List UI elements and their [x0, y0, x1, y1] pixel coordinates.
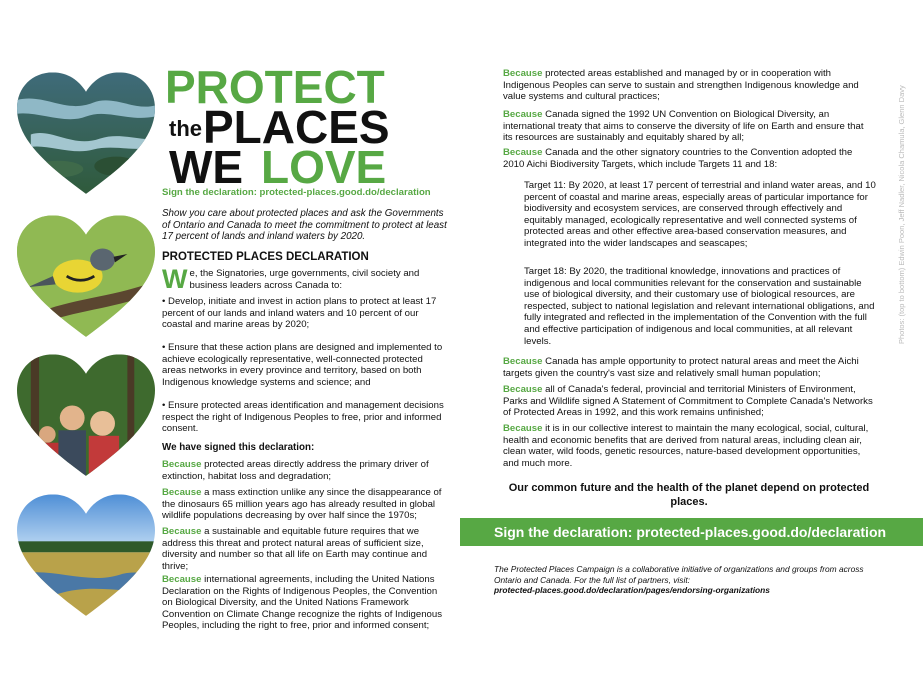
- because-keyword: Because: [503, 423, 543, 434]
- title-protect: PROTECT: [165, 61, 385, 113]
- sign-declaration-link[interactable]: Sign the declaration: protected-places.good.do/declaration: [162, 187, 431, 198]
- target-18-text: Target 18: By 2020, the traditional knowledge, innovations and practices of indigenous and local communities relevant for the conservation and sustainable use of biological diversity, and their customary use of biological resources, are respected, subject to national legislation and relevant international obligations, and fully integrated and reflected in the implementation of the Convention with the full and effective participation of indigenous and local communities, at all relevant levels.: [524, 266, 875, 347]
- because-keyword: Because: [503, 356, 543, 367]
- target-11-text: Target 11: By 2020, at least 17 percent of terrestrial and inland water areas, and 10 percent of coastal and marine areas, especially areas of particular importance for biodiversity and ecosystem services, are conserved through effectively and equitably managed, ecologically representative and well connected systems of protected areas and other effective area-based conservation measures, and integrated into the wider landscapes and seascapes;: [524, 180, 876, 249]
- because-paragraph: Because all of Canada's federal, provincial and territorial Ministers of Environment, Parks and Wildlife signed A Statement of Commitment to Complete Canada's Networks of Protected Areas in 1992, and this work remains unfinished;: [503, 384, 873, 419]
- because-paragraph: Because it is in our collective interest to maintain the many ecological, social, cultural, health and economic benefits that are derived from natural areas, including clean air, clean water, wild foods, genetic resources, nature-based development opportunities, and much more.: [503, 423, 869, 469]
- title-love: LOVE: [261, 141, 387, 193]
- because-keyword: Because: [503, 384, 543, 395]
- title-we: WE: [169, 141, 244, 193]
- heart-photo-wetland: [17, 494, 155, 619]
- signed-heading: We have signed this declaration:: [162, 442, 315, 453]
- declaration-heading: PROTECTED PLACES DECLARATION: [162, 251, 369, 263]
- because-keyword: Because: [162, 574, 202, 585]
- because-paragraph: Because a sustainable and equitable future requires that we address this threat and protect natural areas of sufficient size, diversity and number so that all life on Earth may continue and thrive;: [162, 526, 428, 572]
- because-keyword: Because: [162, 459, 202, 470]
- because-keyword: Because: [503, 68, 543, 79]
- bullet-item: • Ensure that these action plans are designed and implemented to achieve ecologically representative, well-connected protected areas networks in every province and territory, based on both Indigenous knowledge systems and science; and: [162, 342, 443, 388]
- because-keyword: Because: [162, 526, 202, 537]
- heart-photo-warbler-bird: [17, 215, 155, 340]
- bullet-item: • Ensure protected areas identification and management decisions respect the right of Indigenous Peoples to free, prior and informed consent.: [162, 400, 444, 435]
- partners-footer: [494, 564, 874, 596]
- opening-paragraph: [162, 264, 447, 294]
- opening-text: e, the Signatories, urge governments, civil society and business leaders across Canada to:: [189, 268, 420, 291]
- because-paragraph: Because international agreements, including the United Nations Declaration on the Rights of Indigenous Peoples, the Convention on Biological Diversity, and the United Nations Framework Convention on Climate Change recognize the rights of Indigenous Peoples, including the right to free, prior and informed consent;: [162, 574, 442, 632]
- because-paragraph: Because Canada and the other signatory countries to the Convention adopted the 2010 Aichi Biodiversity Targets, which include Targets 11 and 18:: [503, 147, 853, 170]
- photo-credit: Photos: (top to bottom) Edwin Poon, Jeff Nadler, Nicola Chamula, Glenn Davy: [897, 85, 906, 344]
- heart-photo-people-forest: [17, 354, 155, 479]
- because-paragraph: Because Canada signed the 1992 UN Convention on Biological Diversity, an international treaty that aims to conserve the diversity of life on Earth and ensure that its resources are sustainably and equitably shared by all;: [503, 109, 864, 144]
- title-places: PLACES: [203, 101, 390, 153]
- because-keyword: Because: [503, 109, 543, 120]
- footer-text: The Protected Places Campaign is a collaborative initiative of organizations and groups from across Ontario and Canada. For the full list of partners, visit:: [494, 564, 864, 585]
- bullet-item: • Develop, initiate and invest in action plans to protect at least 17 percent of our lands and inland waters and 10 percent of our coastal and marine areas by 2020;: [162, 296, 437, 331]
- because-paragraph: Because protected areas established and managed by or in cooperation with Indigenous Peoples can serve to sustain and strengthen Indigenous knowledge and value systems and cultural practices;: [503, 68, 859, 103]
- title-the: the: [169, 116, 202, 141]
- because-paragraph: Because protected areas directly address the primary driver of extinction, habitat loss and degradation;: [162, 459, 429, 482]
- dropcap-letter: W: [162, 264, 188, 294]
- intro-text: Show you care about protected places and ask the Governments of Ontario and Canada to meet the commitment to protect at least 17 percent of lands and inland waters by 2020.: [162, 208, 447, 243]
- because-paragraph: Because a mass extinction unlike any since the disappearance of the dinosaurs 65 million years ago has already resulted in global wildlife populations decreasing by over half since the 1970s;: [162, 487, 442, 522]
- heart-photo-lake-aerial: [17, 72, 155, 197]
- endorsing-organizations-link[interactable]: protected-places.good.do/declaration/pages/endorsing-organizations: [494, 585, 770, 595]
- because-paragraph: Because Canada has ample opportunity to protect natural areas and meet the Aichi targets given the country's vast size and relatively small human population;: [503, 356, 859, 379]
- because-keyword: Because: [162, 487, 202, 498]
- because-keyword: Because: [503, 147, 543, 158]
- sign-declaration-banner[interactable]: Sign the declaration: protected-places.good.do/declaration: [460, 518, 923, 546]
- closing-statement: Our common future and the health of the planet depend on protected places.: [508, 482, 870, 508]
